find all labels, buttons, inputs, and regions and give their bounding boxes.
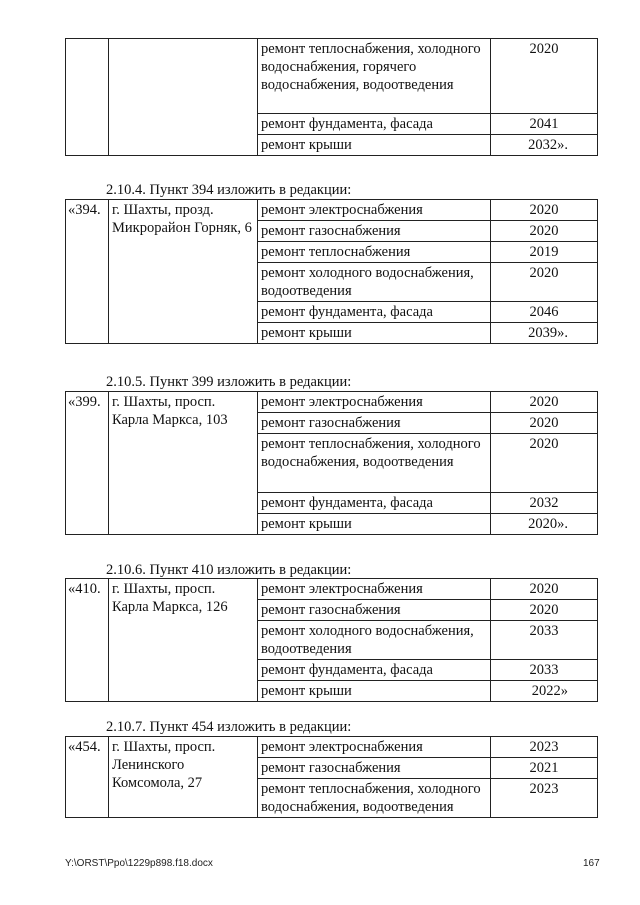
cell-year: 2020 <box>491 39 598 114</box>
footer-path: Y:\ORST\Ppo\1229p898.f18.docx <box>65 858 213 869</box>
table-394 <box>65 199 598 344</box>
cell-year: 2020 <box>491 392 598 413</box>
cell-work: ремонт электроснабжения <box>258 579 491 600</box>
cell-year: 2020 <box>491 413 598 434</box>
cell-address: г. Шахты, просп. Карла Маркса, 126 <box>109 579 258 702</box>
cell-work: ремонт газоснабжения <box>258 758 491 779</box>
cell-year: 2041 <box>491 114 598 135</box>
cell-work: ремонт крыши <box>258 323 491 344</box>
cell-work: ремонт холодного водоснабжения, водоотведения <box>258 621 491 660</box>
cell-year: 2020 <box>491 263 598 302</box>
cell-work: ремонт фундамента, фасада <box>258 302 491 323</box>
cell-work: ремонт электроснабжения <box>258 200 491 221</box>
cell-year: 2021 <box>491 758 598 779</box>
cell-year-text: 2032». <box>528 137 568 153</box>
cell-year: 2033 <box>491 660 598 681</box>
cell-work: ремонт фундамента, фасада <box>258 660 491 681</box>
cell-work: ремонт газоснабжения <box>258 600 491 621</box>
cell-work: ремонт теплоснабжения, холодного водоснабжения, горячего водоснабжения, водоотведения <box>258 39 491 114</box>
cell-num: «394. <box>66 200 109 344</box>
cell-year-text: 2020». <box>528 516 568 532</box>
cell-year: 2046 <box>491 302 598 323</box>
cell-year <box>491 514 598 535</box>
page-number: 167 <box>583 858 600 869</box>
cell-year-text: 2039». <box>528 325 568 341</box>
cell-address: г. Шахты, просп. Ленинского Комсомола, 27 <box>109 737 258 818</box>
cell-year: 2020 <box>491 600 598 621</box>
cell-work: ремонт крыши <box>258 681 491 702</box>
table-continuation <box>65 38 598 156</box>
cell-year: 2023 <box>491 779 598 818</box>
cell-work: ремонт теплоснабжения <box>258 242 491 263</box>
section-heading: 2.10.6. Пункт 410 изложить в редакции: <box>106 562 352 578</box>
cell-work: ремонт крыши <box>258 514 491 535</box>
cell-num: «454. <box>66 737 109 818</box>
cell-work: ремонт электроснабжения <box>258 737 491 758</box>
cell-num <box>66 39 109 156</box>
section-heading: 2.10.7. Пункт 454 изложить в редакции: <box>106 719 352 735</box>
cell-work: ремонт холодного водоснабжения, водоотведения <box>258 263 491 302</box>
cell-year: 2020 <box>491 200 598 221</box>
cell-year: 2032 <box>491 493 598 514</box>
cell-year-text: 2022» <box>531 683 568 699</box>
cell-year: 2033 <box>491 621 598 660</box>
cell-year: 2020 <box>491 221 598 242</box>
cell-address: г. Шахты, прозд. Микрорайон Горняк, 6 <box>109 200 258 344</box>
cell-year <box>491 135 598 156</box>
table-410 <box>65 578 598 702</box>
cell-num: «399. <box>66 392 109 535</box>
section-heading: 2.10.5. Пункт 399 изложить в редакции: <box>106 374 352 390</box>
cell-address <box>109 39 258 156</box>
cell-year <box>491 323 598 344</box>
cell-work: ремонт крыши <box>258 135 491 156</box>
table-454 <box>65 736 598 818</box>
section-heading: 2.10.4. Пункт 394 изложить в редакции: <box>106 182 352 198</box>
cell-work: ремонт теплоснабжения, холодного водоснабжения, водоотведения <box>258 779 491 818</box>
cell-work: ремонт фундамента, фасада <box>258 114 491 135</box>
cell-work: ремонт теплоснабжения, холодного водоснабжения, водоотведения <box>258 434 491 493</box>
cell-year: 2020 <box>491 434 598 493</box>
table-399 <box>65 391 598 535</box>
cell-year: 2020 <box>491 579 598 600</box>
cell-address: г. Шахты, просп. Карла Маркса, 103 <box>109 392 258 535</box>
cell-num: «410. <box>66 579 109 702</box>
cell-work: ремонт электроснабжения <box>258 392 491 413</box>
cell-year: 2019 <box>491 242 598 263</box>
cell-year <box>491 681 598 702</box>
cell-work: ремонт газоснабжения <box>258 221 491 242</box>
cell-year: 2023 <box>491 737 598 758</box>
cell-work: ремонт газоснабжения <box>258 413 491 434</box>
cell-work: ремонт фундамента, фасада <box>258 493 491 514</box>
